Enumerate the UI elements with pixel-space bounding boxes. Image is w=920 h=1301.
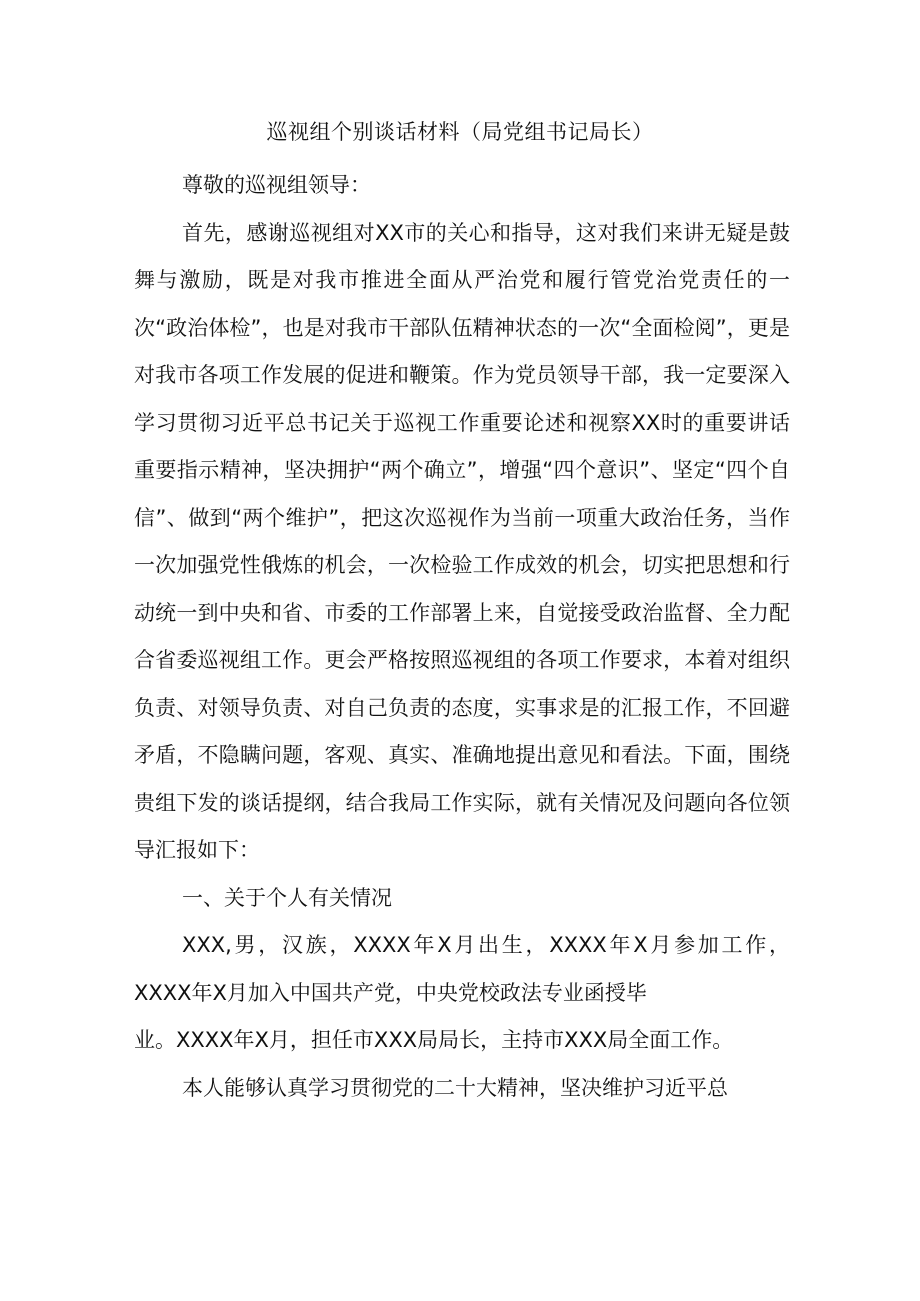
document-title: 巡视组个别谈话材料（局党组书记局长） xyxy=(266,120,654,144)
personal-info-line-1: XXX,男，汉族，XXXX年X月出生，XXXX年X月参加工作，XXXX年X月加入中国共产党，中央党校政法专业函授毕 xyxy=(134,933,790,1005)
section-heading: 一、关于个人有关情况 xyxy=(182,885,392,910)
personal-info-line-2: 业。XXXX年X月，担任市XXX局局长，主持市XXX局全面工作。 xyxy=(134,1028,734,1052)
document-body xyxy=(134,162,790,1112)
paragraph-closing: 本人能够认真学习贯彻党的二十大精神，坚决维护习近平总 xyxy=(182,1075,728,1100)
paragraph-intro: 首先，感谢巡视组对XX市的关心和指导，这对我们来讲无疑是鼓舞与激励，既是对我市推进全面从严治党和履行管党治党责任的一次“政治体检”，也是对我市干部队伍精神状态的一次“全面检阅”，更是对我市各项工作发展的促进和鞭策。作为党员领导干部，我一定要深入学习贯彻习近平总书记关于巡视工作重要论述和视察XX时的重要讲话重要指示精神，坚决拥护“两个确立”，增强“四个意识”、坚定“四个自信”、做到“两个维护”，把这次巡视作为当前一项重大政治任务，当作一次加强党性俄炼的机会，一次检验工作成效的机会，切实把思想和行动统一到中央和省、市委的工作部署上来，自觉接受政治监督、全力配合省委巡视组工作。更会严格按照巡视组的各项工作要求，本着对组织负责、对领导负责、对自己负责的态度，实事求是的汇报工作，不回避矛盾，不隐瞒问题，客观、真实、准确地提出意见和看法。下面，围绕贵组下发的谈话提纲，结合我局工作实际，就有关情况及问题向各位领导汇报如下： xyxy=(134,220,790,862)
salutation: 尊敬的巡视组领导： xyxy=(182,173,371,197)
